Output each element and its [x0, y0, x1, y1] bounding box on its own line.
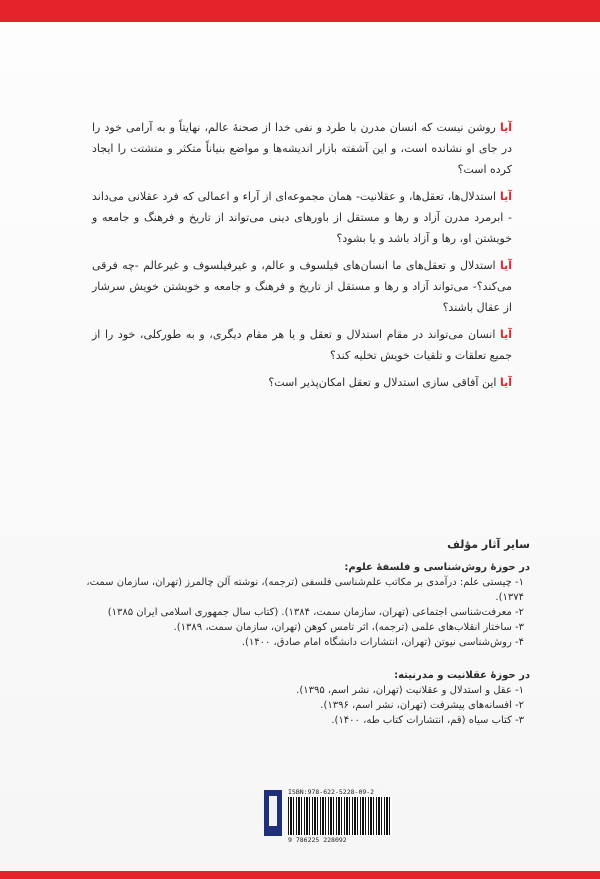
back-cover [0, 22, 600, 871]
question-text: این آفاقی سازی استدلال و تعقل امکان‌پذیر است؟ [268, 376, 500, 389]
list-item: ۳- ساختار انقلاب‌های علمی (ترجمه)، اثر تامس کوهن (تهران، سازمان سمت، ۱۳۸۹). [173, 622, 524, 633]
top-red-band [0, 0, 600, 22]
works-list-methodology [60, 575, 530, 650]
bottom-red-band [0, 871, 600, 879]
question-lead-word: آیا [499, 259, 512, 272]
barcode-icon [288, 797, 392, 835]
question-text: انسان می‌تواند در مقام استدلال و تعقل و یا هر مقام دیگری، و به طورکلی، خود را از جمیع تعلقات و تلقیات خویش تخلیه کند؟ [92, 328, 512, 362]
question-paragraph [92, 255, 512, 318]
question-paragraph [92, 324, 512, 366]
other-works [60, 537, 530, 728]
isbn-label: ISBN:978-622-5228-09-2 [288, 788, 375, 796]
publisher-logo-icon [264, 790, 282, 836]
list-item: ۴- روش‌شناسی نیوتن (تهران، انتشارات دانشگاه امام صادق، ۱۴۰۰). [241, 637, 524, 648]
question-paragraph [92, 117, 512, 180]
section-heading-methodology: در حوزهٔ روش‌شناسی و فلسفهٔ علوم: [344, 562, 530, 573]
list-item: ۱- چیستی علم: درآمدی بر مکاتب علم‌شناسی فلسفی (ترجمه)، نوشته آلن چالمرز (تهران، سازمان سمت، ۱۳۷۴). [86, 577, 524, 603]
list-item: ۱- عقل و استدلال و عقلانیت (تهران، نشر اسم، ۱۳۹۵). [296, 685, 524, 696]
works-list-rationality [60, 683, 530, 728]
question-text: روشن نیست که انسان مدرن با طرد و نفی خدا از صحنهٔ عالم، نهایتاً و به آرامی خود را در جای او نشانده است، و این آشفته بازار اندیشه‌ها و مواضع بنیاناً متکثر و متشتت را ایجاد کرده است؟ [92, 121, 512, 176]
question-block [92, 117, 512, 399]
question-lead-word: آیا [499, 121, 512, 134]
section-heading-rationality: در حوزهٔ عقلانیت و مدرنیته: [394, 670, 530, 681]
question-lead-word: آیا [499, 190, 512, 203]
other-works-title: سایر آثار مؤلف [447, 538, 530, 551]
list-item: ۲- افسانه‌های پیشرفت (تهران، نشر اسم، ۱۳۹۶). [320, 700, 524, 711]
list-item: ۲- معرفت‌شناسی اجتماعی (تهران، سازمان سمت، ۱۳۸۴). (کتاب سال جمهوری اسلامی ایران ۱۳۸۵) [107, 607, 524, 618]
barcode-area [264, 788, 404, 846]
question-lead-word: آیا [499, 328, 512, 341]
question-text: استدلال و تعقل‌های ما انسان‌های فیلسوف و عالم، و غیرفیلسوف و غیرعالم -چه فرقی می‌کند؟- می‌تواند آزاد و رها و مستقل از تاریخ و فرهنگ و جامعه و خویشتن خویش سرشار از عقال باشند؟ [92, 259, 512, 314]
question-lead-word: آیا [499, 376, 512, 389]
barcode-digits: 9 786225 228092 [288, 836, 347, 844]
list-item: ۳- کتاب سیاه (قم، انتشارات کتاب طه، ۱۴۰۰). [331, 715, 524, 726]
question-paragraph [92, 186, 512, 249]
question-text: استدلال‌ها، تعقل‌ها، و عقلانیت- همان مجموعه‌ای از آراء و اعمالی که فرد عقلانی می‌داند - ابرمرد مدرن آزاد و رها و مستقل از باورهای دینی می‌تواند از تاریخ و فرهنگ و جامعه و خویشتن او، رها و آزاد باشد و یا بشود؟ [92, 190, 512, 245]
question-paragraph [92, 372, 512, 393]
